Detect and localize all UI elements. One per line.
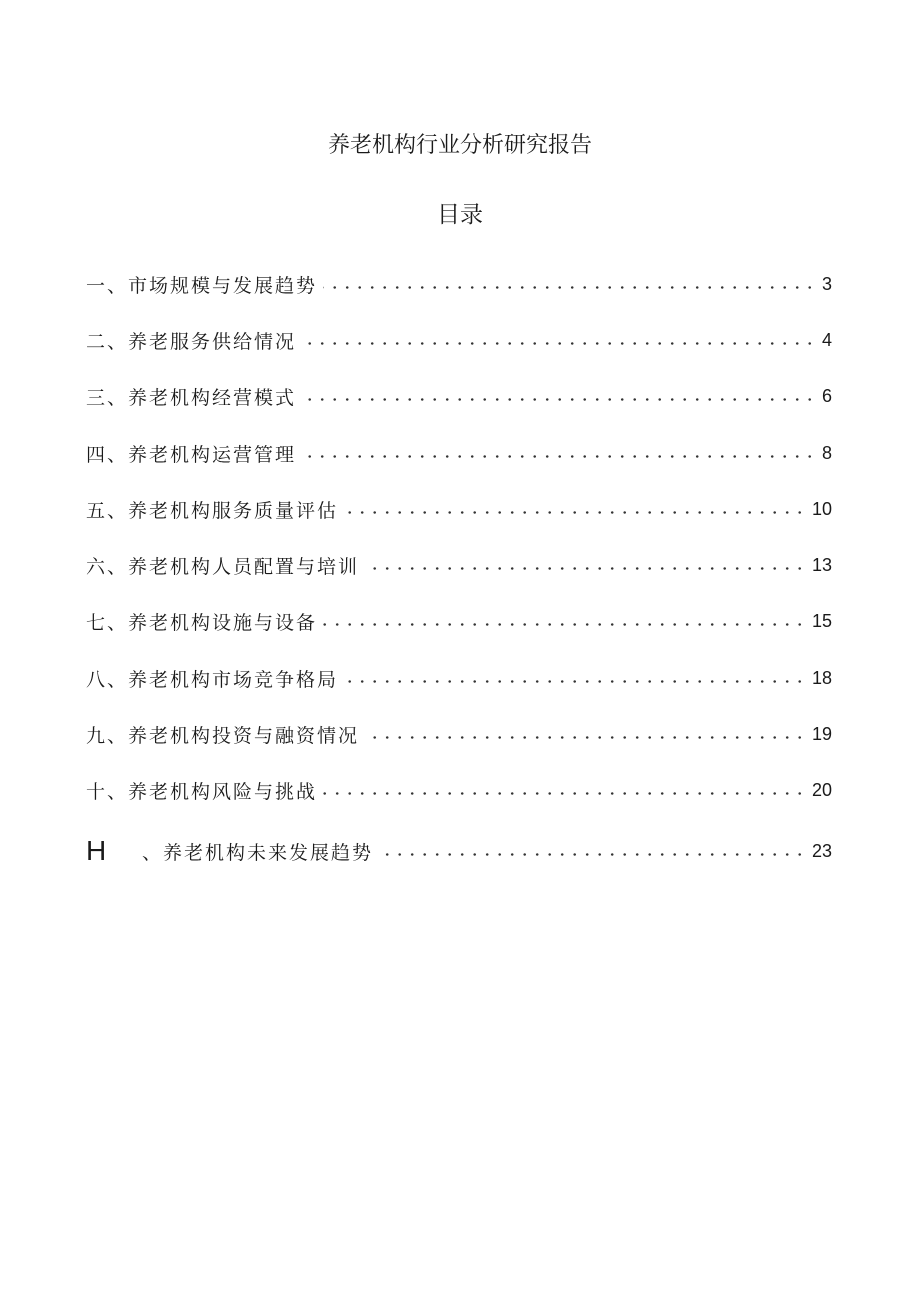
toc-entry-page: 6 [816,386,832,407]
toc-leader-dots [302,334,816,353]
toc-entry[interactable] [86,537,832,593]
toc-leader-dots [323,784,806,803]
toc-entry-title: 一、市场规模与发展趋势 [86,271,323,298]
toc-entry-title: 七、养老机构设施与设备 [86,608,323,635]
toc-entry-title: 三、养老机构经营模式 [86,383,302,410]
toc-entry[interactable] [86,369,832,425]
toc-entry-page: 13 [806,555,832,576]
table-of-contents [86,256,832,879]
toc-leader-dots [323,278,816,297]
toc-entry-page: 15 [806,611,832,632]
toc-entry-title: 四、养老机构运营管理 [86,440,302,467]
toc-entry[interactable] [86,425,832,481]
toc-entry-page: 20 [806,780,832,801]
toc-entry[interactable] [86,706,832,762]
toc-entry-page: 8 [816,443,832,464]
toc-entry-title: 五、养老机构服务质量评估 [86,496,344,523]
toc-entry-page: 19 [806,724,832,745]
toc-leader-dots [323,615,806,634]
toc-entry-page: 3 [816,274,832,295]
toc-entry-title: 八、养老机构市场竞争格局 [86,665,344,692]
toc-entry[interactable] [86,650,832,706]
toc-leader-dots [365,559,806,578]
toc-entry-title: 、养老机构未来发展趋势 [142,838,379,865]
toc-leader-dots [302,447,816,466]
toc-entry[interactable] [86,823,832,879]
toc-entry-title: 二、养老服务供给情况 [86,327,302,354]
toc-entry[interactable] [86,312,832,368]
toc-entry-title: 九、养老机构投资与融资情况 [86,721,365,748]
toc-leader-dots [379,845,806,864]
toc-entry-page: 4 [816,330,832,351]
toc-entry[interactable] [86,481,832,537]
toc-entry[interactable] [86,763,832,819]
toc-leader-dots [302,390,816,409]
toc-entry-title: 六、养老机构人员配置与培训 [86,552,365,579]
toc-entry-page: 10 [806,499,832,520]
toc-entry[interactable] [86,594,832,650]
toc-leader-dots [365,728,806,747]
toc-entry-page: 23 [806,841,832,862]
toc-leader-dots [344,672,806,691]
toc-entry-title: 十、养老机构风险与挑战 [86,777,323,804]
toc-entry-marker: H [86,835,107,867]
toc-entry[interactable] [86,256,832,312]
toc-leader-dots [344,503,806,522]
toc-entry-page: 18 [806,668,832,689]
document-title: 养老机构行业分析研究报告 [327,133,592,158]
toc-heading: 目录 [437,202,483,228]
